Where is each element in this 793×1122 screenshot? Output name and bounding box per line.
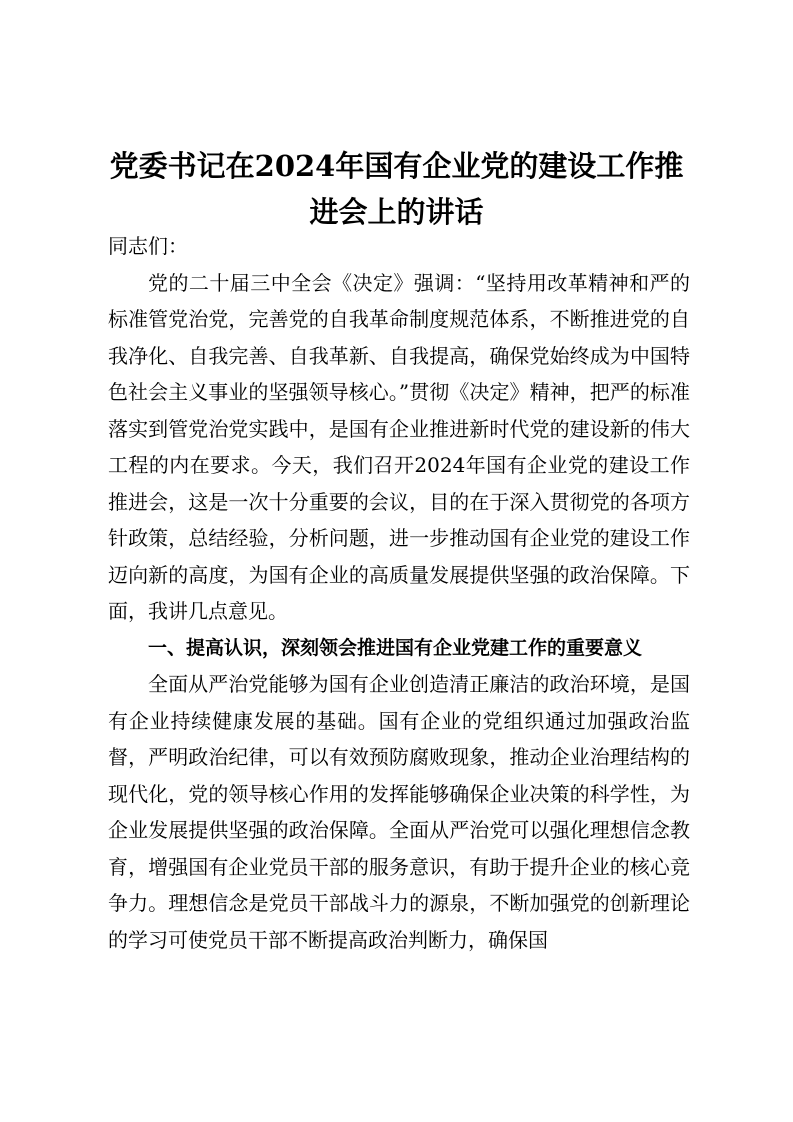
document-body <box>108 228 690 958</box>
paragraph-intro: 党的二十届三中全会《决定》强调：“坚持用改革精神和严的标准管党治党，完善党的自我革命制度规范体系，不断推进党的自我净化、自我完善、自我革新、自我提高，确保党始终成为中国特色社会主义事业的坚强领导核心。”贯彻《决定》精神，把严的标准落实到管党治党实践中，是国有企业推进新时代党的建设新的伟大工程的内在要求。今天，我们召开2024年国有企业党的建设工作推进会，这是一次十分重要的会议，目的在于深入贯彻党的各项方针政策，总结经验，分析问题，进一步推动国有企业党的建设工作迈向新的高度，为国有企业的高质量发展提供坚强的政治保障。下面，我讲几点意见。 <box>108 270 690 623</box>
document-title: 党委书记在2024年国有企业党的建设工作推进会上的讲话 <box>109 149 684 229</box>
section-heading-1: 一、提高认识，深刻领会推进国有企业党建工作的重要意义 <box>148 636 643 659</box>
salutation: 同志们： <box>108 234 188 258</box>
paragraph-section-1: 全面从严治党能够为国有企业创造清正廉洁的政治环境，是国有企业持续健康发展的基础。国有企业的党组织通过加强政治监督，严明政治纪律，可以有效预防腐败现象，推动企业治理结构的现代化，党的领导核心作用的发挥能够确保企业决策的科学性，为企业发展提供坚强的政治保障。全面从严治党可以强化理想信念教育，增强国有企业党员干部的服务意识，有助于提升企业的核心竞争力。理想信念是党员干部战斗力的源泉，不断加强党的创新理论的学习可使党员干部不断提高政治判断力，确保国 <box>108 672 690 952</box>
